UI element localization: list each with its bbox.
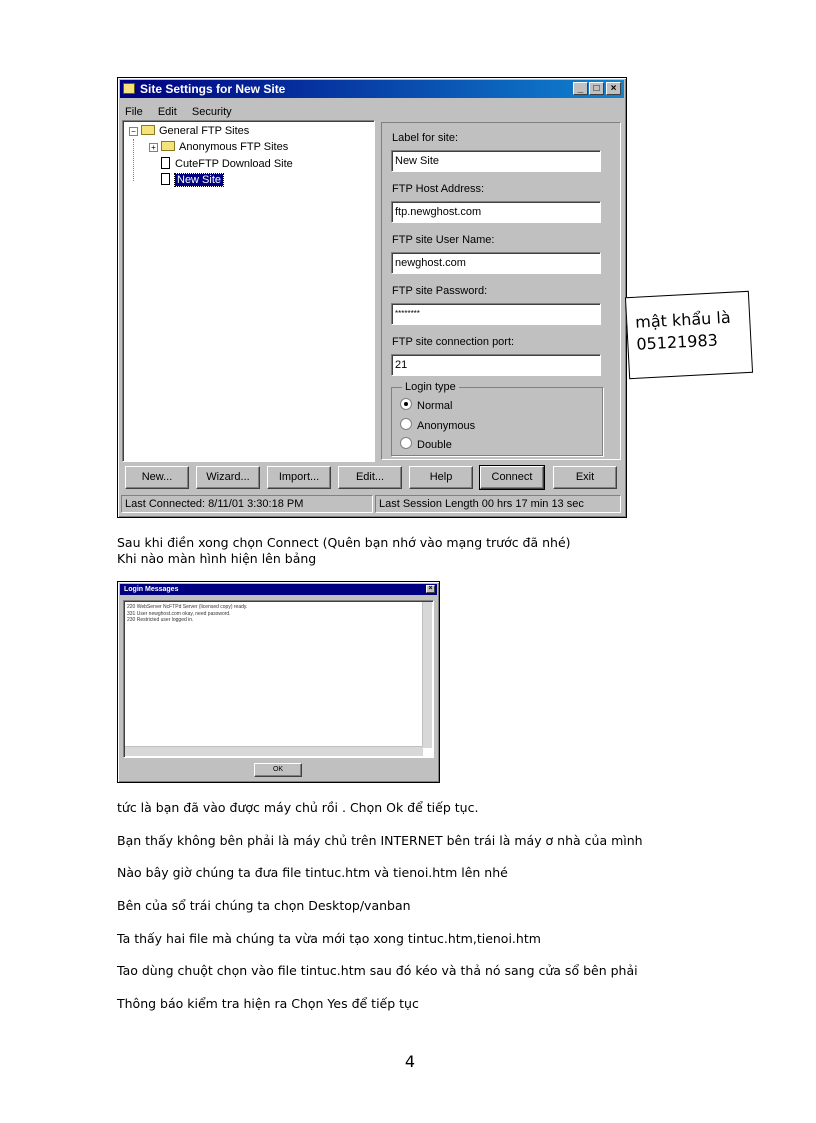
edit-button[interactable]: Edit... — [338, 466, 402, 489]
horizontal-scrollbar[interactable] — [125, 746, 423, 756]
radio-normal[interactable] — [400, 398, 452, 412]
login-messages-title: Login Messages — [124, 586, 179, 593]
status-last-connected: Last Connected: 8/11/01 3:30:18 PM — [121, 495, 373, 513]
site-tree-pane — [122, 120, 375, 462]
vertical-scrollbar[interactable] — [422, 602, 432, 748]
callout-line-2: 05121983 — [635, 330, 719, 354]
tree-root-label: General FTP Sites — [159, 125, 250, 137]
login-type-label: Login type — [402, 381, 459, 393]
password-input[interactable]: ******** — [391, 303, 601, 325]
radio-icon — [400, 437, 412, 449]
new-button[interactable]: New... — [125, 466, 189, 489]
help-button[interactable]: Help — [409, 466, 473, 489]
tree-item-cuteftp[interactable] — [161, 157, 293, 170]
radio-selected-icon — [400, 398, 412, 410]
radio-label: Anonymous — [417, 420, 476, 432]
wizard-button[interactable]: Wizard... — [196, 466, 260, 489]
document-icon — [161, 157, 170, 169]
menu-edit[interactable]: Edit — [157, 106, 177, 118]
tree-item-new-site[interactable] — [161, 173, 223, 186]
collapse-icon[interactable]: − — [129, 127, 138, 136]
radio-double[interactable] — [400, 437, 452, 451]
window-title: Site Settings for New Site — [140, 82, 286, 96]
tree-item-anonymous[interactable] — [149, 141, 288, 153]
instruction-line: Khi nào màn hình hiện lên bảng — [117, 551, 317, 566]
password-label: FTP site Password: — [392, 285, 488, 297]
close-icon[interactable]: × — [606, 82, 621, 95]
log-line: 220 WebServer NcFTPd Server (licensed copy) ready. — [127, 604, 248, 610]
user-name-label: FTP site User Name: — [392, 234, 495, 246]
import-button[interactable]: Import... — [267, 466, 331, 489]
status-session-length: Last Session Length 00 hrs 17 min 13 sec — [375, 495, 621, 513]
radio-label: Double — [417, 439, 452, 451]
label-for-site-input[interactable]: New Site — [391, 150, 601, 172]
tree-item-label-selected: New Site — [177, 174, 222, 186]
ok-button[interactable]: OK — [254, 763, 302, 777]
menu-security[interactable]: Security — [191, 106, 232, 118]
menu-bar — [118, 98, 626, 116]
body-paragraph: Thông báo kiểm tra hiện ra Chọn Yes để tiếp tục — [117, 996, 419, 1011]
label-for-site-label: Label for site: — [392, 132, 459, 144]
login-messages-window — [117, 581, 440, 783]
tree-item-label: Anonymous FTP Sites — [179, 141, 289, 153]
instruction-line: Sau khi điền xong chọn Connect (Quên bạn nhớ vào mạng trước đã nhé) — [117, 535, 571, 550]
radio-anonymous[interactable] — [400, 418, 475, 432]
password-callout — [625, 291, 753, 379]
minimize-icon[interactable]: _ — [573, 82, 588, 95]
body-paragraph: Ta thấy hai file mà chúng ta vừa mới tạo xong tintuc.htm,tienoi.htm — [117, 931, 541, 946]
user-name-input[interactable]: newghost.com — [391, 252, 601, 274]
expand-icon[interactable]: + — [149, 143, 158, 152]
login-messages-log — [123, 600, 434, 758]
host-address-label: FTP Host Address: — [392, 183, 485, 195]
connect-button[interactable]: Connect — [480, 466, 544, 489]
tree-lines — [133, 139, 135, 181]
port-label: FTP site connection port: — [392, 336, 515, 348]
login-messages-title-bar — [120, 584, 437, 595]
body-paragraph: Bạn thấy không bên phải là máy chủ trên INTERNET bên trái là máy ơ nhà của mình — [117, 833, 643, 848]
document-icon — [161, 173, 170, 185]
close-icon[interactable]: × — [426, 585, 435, 593]
folder-icon — [161, 141, 175, 151]
log-line: 230 Restricted user logged in. — [127, 617, 194, 623]
host-address-input[interactable]: ftp.newghost.com — [391, 201, 601, 223]
open-folder-icon — [141, 125, 155, 135]
settings-form-pane — [381, 122, 621, 460]
body-paragraph: Tao dùng chuột chọn vào file tintuc.htm sau đó kéo và thả nó sang cửa sổ bên phải — [117, 963, 638, 978]
window-title-bar — [120, 80, 624, 98]
body-paragraph: Nào bây giờ chúng ta đưa file tintuc.htm và tienoi.htm lên nhé — [117, 865, 508, 880]
app-icon — [123, 83, 135, 94]
menu-file[interactable]: File — [125, 106, 143, 118]
log-line: 331 User newghost.com okay, need password. — [127, 610, 231, 617]
radio-icon — [400, 418, 412, 430]
page-number: 4 — [404, 1052, 416, 1071]
callout-line-1: mật khẩu là — [634, 307, 732, 332]
maximize-icon[interactable]: □ — [589, 82, 604, 95]
exit-button[interactable]: Exit — [553, 466, 617, 489]
tree-item-label: CuteFTP Download Site — [175, 158, 293, 170]
site-settings-window — [117, 77, 627, 518]
body-paragraph: tức là bạn đã vào được máy chủ rồi . Chọn Ok để tiếp tục. — [117, 800, 479, 815]
port-input[interactable]: 21 — [391, 354, 601, 376]
tree-root[interactable] — [129, 125, 249, 137]
radio-label: Normal — [417, 400, 453, 412]
body-paragraph: Bên của sổ trái chúng ta chọn Desktop/vanban — [117, 898, 411, 913]
